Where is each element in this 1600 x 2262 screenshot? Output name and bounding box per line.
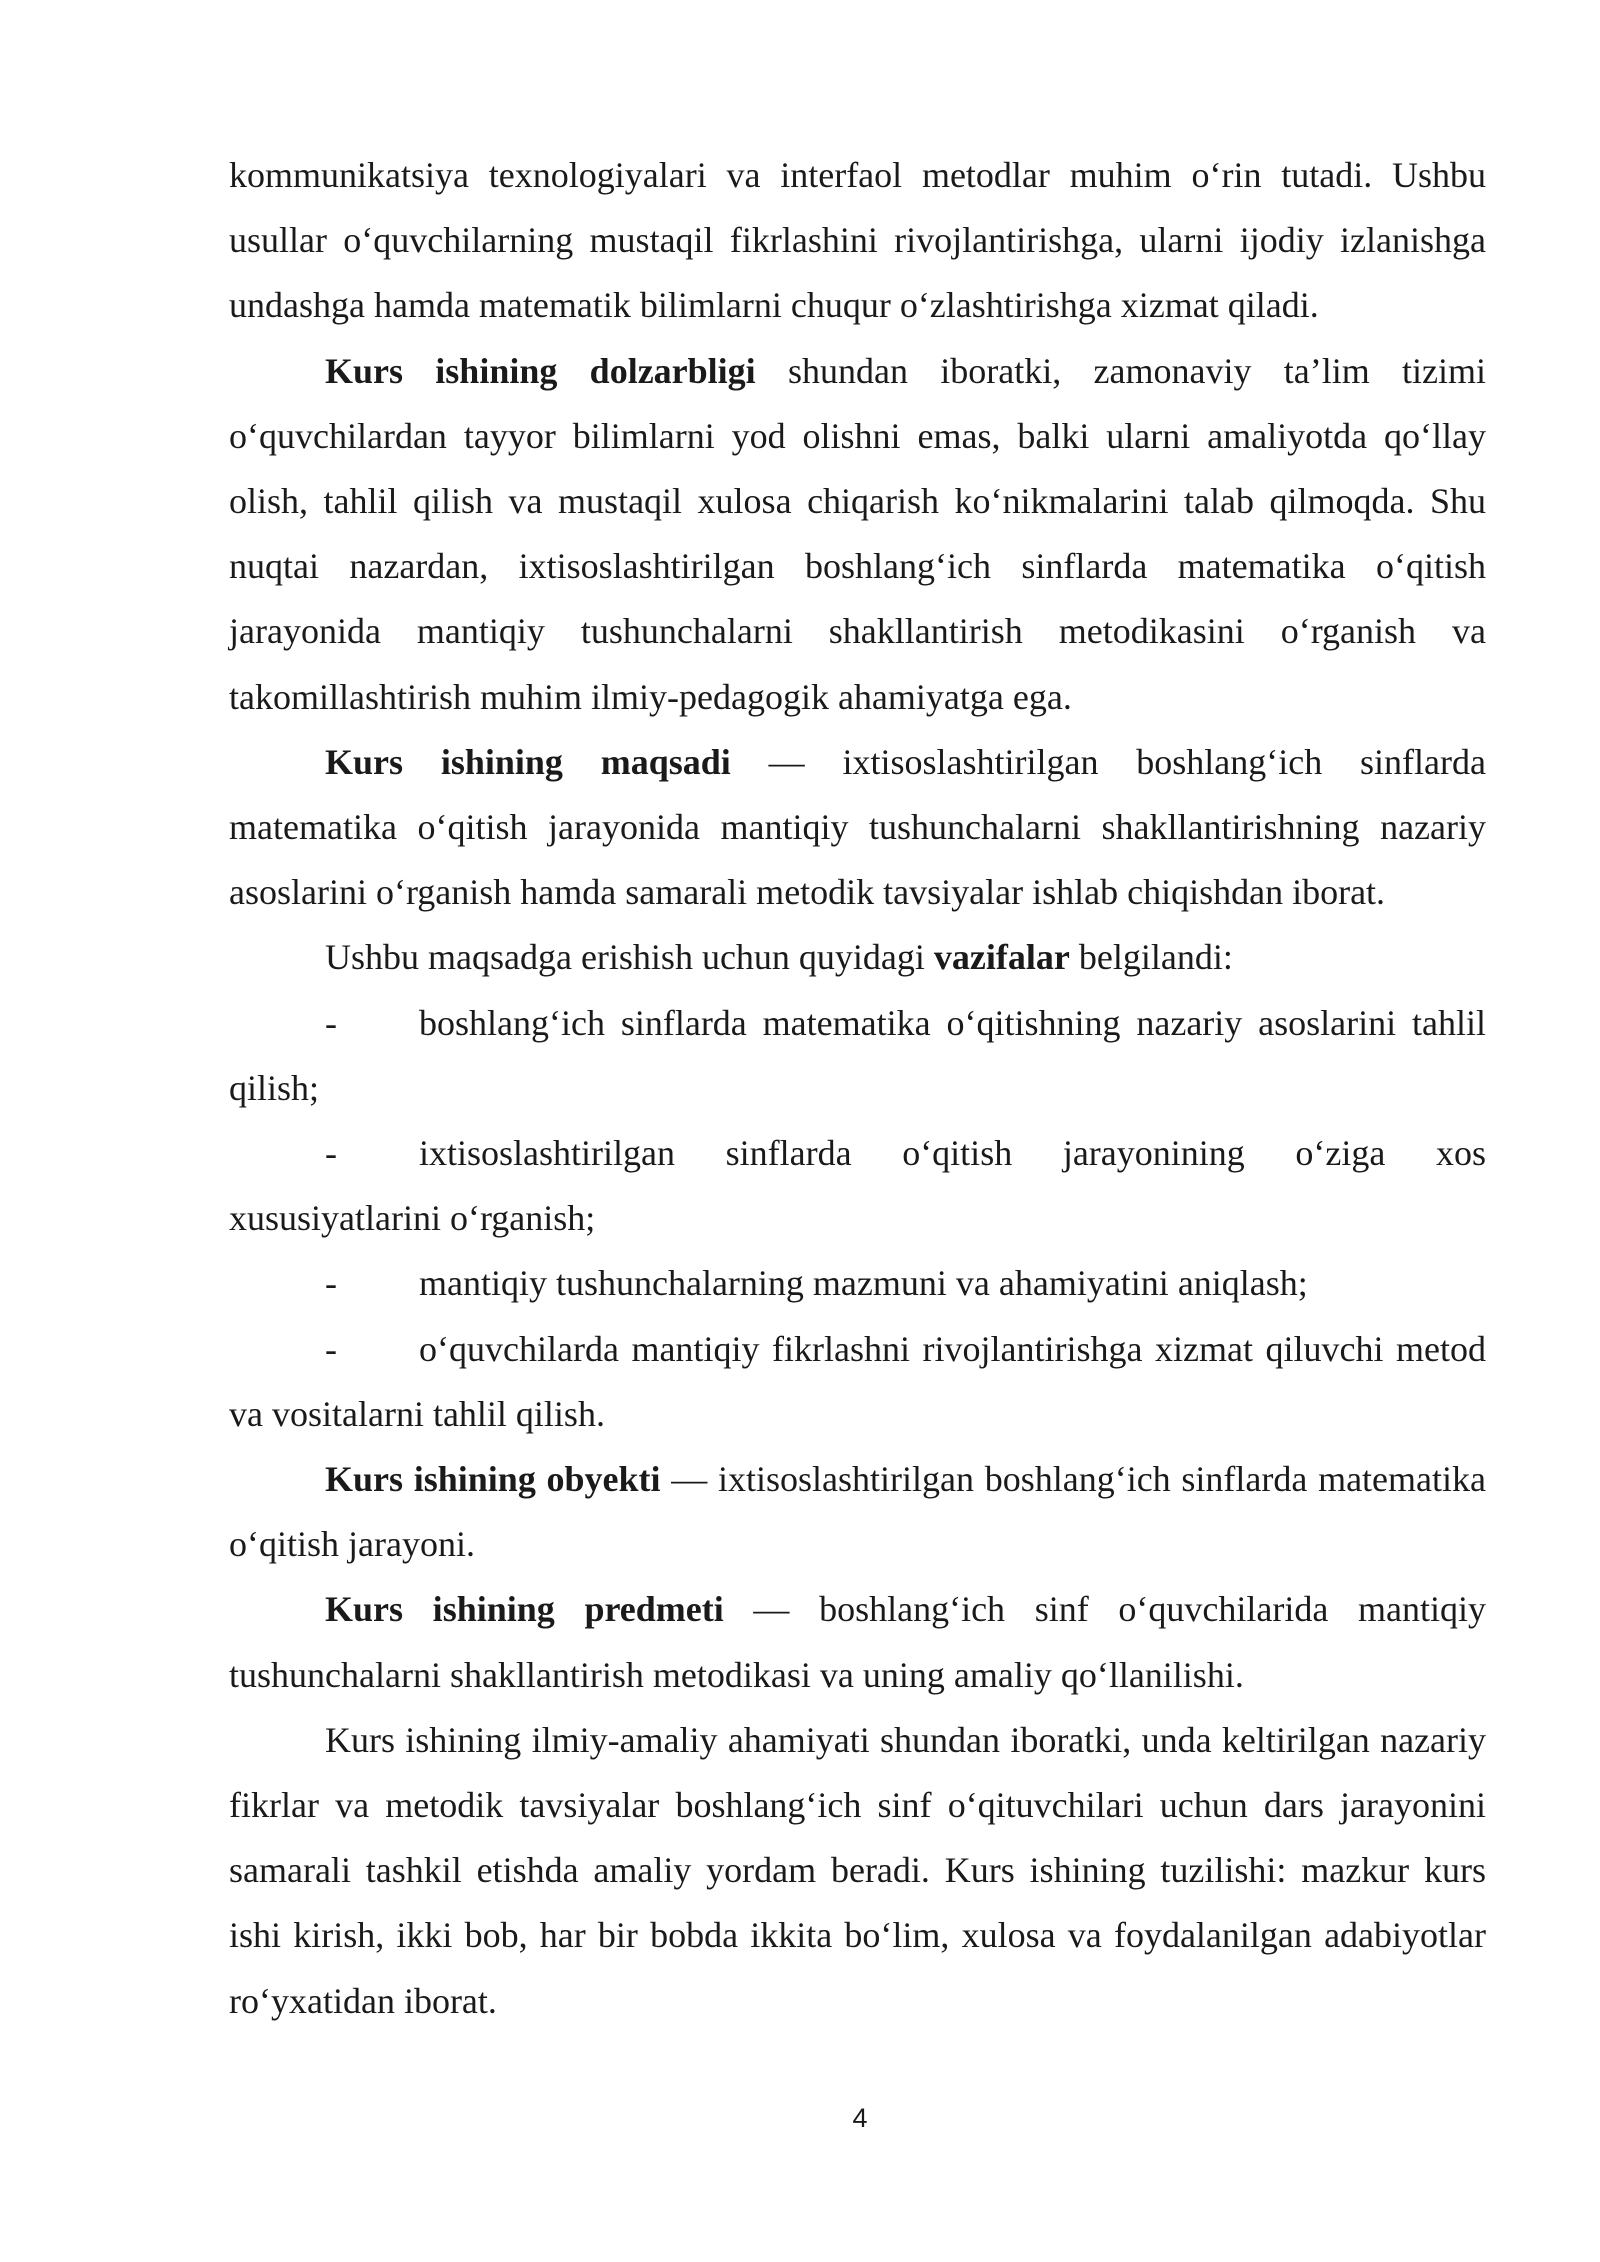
task-item-text: boshlang‘ich sinflarda matematika o‘qitishning nazariy asoslarini tahlil qilish; [229, 1002, 1486, 1108]
page-body [229, 143, 1486, 2034]
task-item-text: o‘quvchilarda mantiqiy fikrlashni rivojlantirishga xizmat qiluvchi metod va vositalarni tahlil qilish. [229, 1328, 1486, 1434]
subject-text: — boshlang‘ich sinf o‘quvchilarida mantiqiy tushunchalarni shakllantirish metodikasi va uning amaliy qo‘llanilishi. [229, 1589, 1486, 1695]
subject-heading: Kurs ishining predmeti [325, 1589, 724, 1630]
goal-text: — ixtisoslashtirilgan boshlang‘ich sinflarda matematika o‘qitish jarayonida mantiqiy tushunchalarni shakllantirishning nazariy asoslarini o‘rganish hamda samarali metodik tavsiyalar ishlab chiqishdan iborat. [229, 741, 1486, 913]
task-item [229, 1121, 1486, 1251]
paragraph-intro-continuation: kommunikatsiya texnologiyalari va interfaol metodlar muhim o‘rin tutadi. Ushbu usullar o‘quvchilarning mustaqil fikrlashini rivojlantirishga, ularni ijodiy izlanishga undashga hamda matematik bilimlarni chuqur o‘zlashtirishga xizmat qiladi. [229, 155, 1486, 326]
task-marker: - [325, 1002, 337, 1043]
task-marker: - [325, 1263, 337, 1304]
paragraph-goal [229, 730, 1486, 926]
paragraph-object [229, 1447, 1486, 1577]
task-marker: - [325, 1328, 337, 1369]
tasks-intro-text-after: belgilandi: [1069, 937, 1233, 978]
paragraph-tasks-intro [229, 925, 1486, 990]
task-item-text: ixtisoslashtirilgan sinflarda o‘qitish jarayonining o‘ziga xos xususiyatlarini o‘rganish; [229, 1133, 1486, 1239]
page-number: 4 [852, 2103, 868, 2133]
goal-heading: Kurs ishining maqsadi [325, 741, 731, 782]
task-item [229, 1251, 1486, 1316]
tasks-intro-bold: vazifalar [933, 937, 1070, 978]
object-text: — ixtisoslashtirilgan boshlang‘ich sinflarda matematika o‘qitish jarayoni. [229, 1459, 1486, 1565]
task-item [229, 991, 1486, 1121]
paragraph-significance: Kurs ishining ilmiy-amaliy ahamiyati shundan iboratki, unda keltirilgan nazariy fikrlar va metodik tavsiyalar boshlang‘ich sinf o‘qituvchilari uchun dars jarayonini samarali tashkil etishda amaliy yordam beradi. Kurs ishining tuzilishi: mazkur kurs ishi kirish, ikki bob, har bir bobda ikkita bo‘lim, xulosa va foydalanilgan adabiyotlar ro‘yxatidan iborat. [229, 1719, 1486, 2021]
paragraph-relevance [229, 339, 1486, 730]
object-heading: Kurs ishining obyekti [325, 1459, 661, 1500]
task-marker: - [325, 1133, 337, 1174]
relevance-heading: Kurs ishining dolzarbligi [325, 350, 756, 391]
task-item-text: mantiqiy tushunchalarning mazmuni va ahamiyatini aniqlash; [419, 1263, 1308, 1304]
tasks-intro-text-before: Ushbu maqsadga erishish uchun quyidagi [325, 937, 934, 978]
paragraph-subject [229, 1577, 1486, 1707]
relevance-text: shundan iboratki, zamonaviy ta’lim tizimi o‘quvchilardan tayyor bilimlarni yod olishni emas, balki ularni amaliyotda qo‘llay olish, tahlil qilish va mustaqil xulosa chiqarish ko‘nikmalarini talab qilmoqda. Shu nuqtai nazardan, ixtisoslashtirilgan boshlang‘ich sinflarda matematika o‘qitish jarayonida mantiqiy tushunchalarni shakllantirish metodikasini o‘rganish va takomillashtirish muhim ilmiy-pedagogik ahamiyatga ega. [229, 350, 1486, 717]
task-item [229, 1317, 1486, 1447]
